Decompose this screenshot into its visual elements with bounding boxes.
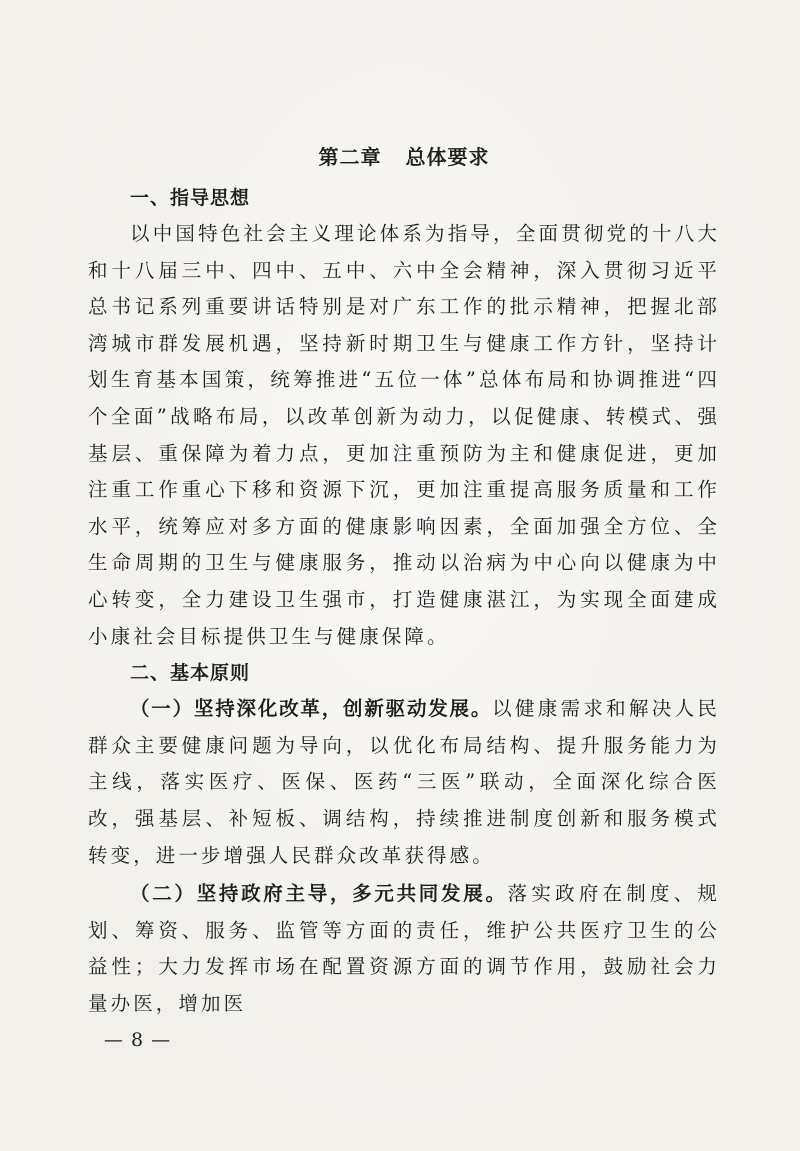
- principle-1-lead: （一）坚持深化改革，创新驱动发展。: [130, 697, 493, 721]
- section-heading-basic-principles: 二、基本原则: [130, 662, 251, 685]
- section-heading-guiding-ideology: 一、指导思想: [130, 187, 251, 209]
- paragraph-guiding-ideology: 以中国特色社会主义理论体系为指导，全面贯彻党的十八大和十八届三中、四中、五中、六中全会精神，深入贯彻习近平总书记系列重要讲话特别是对广东工作的批示精神，把握北部湾城市群发展机遇，坚持新时期卫生与健康工作方针，坚持计划生育基本国策，统筹推进“五位一体”总体布局和协调推进“四个全面”战略布局，以改革创新为动力，以促健康、转模式、强基层、重保障为着力点，更加注重预防为主和健康促进，更加注重工作重心下移和资源下沉，更加注重提高服务质量和工作水平，统筹应对多方面的健康影响因素，全面加强全方位、全生命周期的卫生与健康服务，推动以治病为中心向以健康为中心转变，全力建设卫生强市，打造健康湛江，为实现全面建成小康社会目标提供卫生与健康保障。: [88, 222, 720, 648]
- principle-2-lead: （二）坚持政府主导，多元共同发展。: [130, 882, 508, 906]
- page-number: — 8 —: [104, 1029, 172, 1051]
- chapter-title: [88, 140, 720, 174]
- principle-2-body: 落实政府在制度、规划、筹资、服务、监管等方面的责任，维护公共医疗卫生的公益性；大力发挥市场在配置资源方面的调节作用，鼓励社会力量办医，增加医: [88, 882, 720, 1015]
- principle-1-body: 以健康需求和解决人民群众主要健康问题为导向，以优化布局结构、提升服务能力为主线，落实医疗、医保、医药“三医”联动，全面深化综合医改，强基层、补短板、调结构，持续推进制度创新和服务模式转变，进一步增强人民群众改革获得感。: [88, 697, 720, 867]
- paragraph-principle-2: [88, 876, 720, 1022]
- chapter-name: 总体要求: [405, 145, 490, 169]
- document-body: [88, 140, 720, 1022]
- paragraph-principle-1: [88, 691, 720, 874]
- chapter-number: 第二章: [318, 145, 382, 169]
